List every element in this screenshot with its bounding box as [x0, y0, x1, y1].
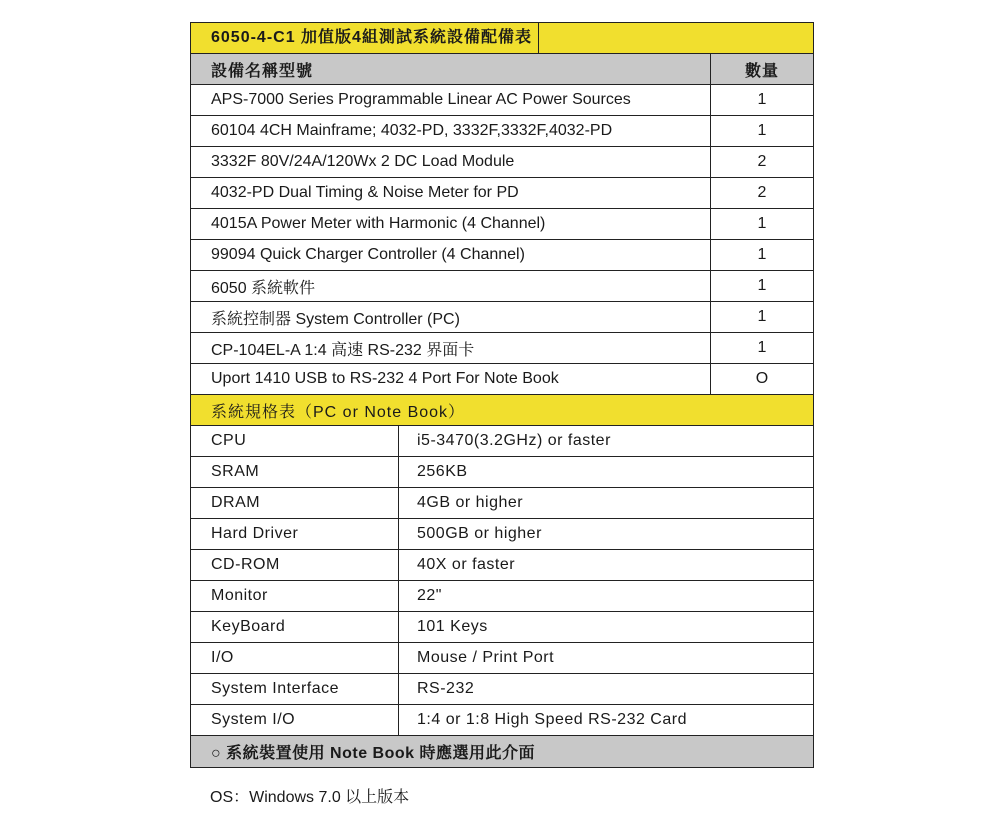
spec-label: CPU	[191, 426, 399, 456]
spec-label: System I/O	[191, 705, 399, 735]
spec-value: 500GB or higher	[417, 525, 542, 542]
spec-value: RS-232	[417, 680, 475, 697]
equipment-header-row	[191, 54, 813, 85]
equipment-name-header: 設備名稱型號	[191, 54, 711, 84]
table-row	[191, 147, 813, 178]
table-row	[191, 488, 813, 519]
spec-value: 40X or faster	[417, 556, 516, 573]
spec-value: 4GB or higher	[417, 494, 524, 511]
table-row	[191, 550, 813, 581]
spec-label: System Interface	[191, 674, 399, 704]
spec-label: I/O	[191, 643, 399, 673]
note-text: ○ 系統裝置使用 Note Book 時應選用此介面	[211, 745, 536, 762]
table-title: 6050-4-C1 加值版4組測試系統設備配備表	[191, 23, 539, 53]
equipment-name: Uport 1410 USB to RS-232 4 Port For Note Book	[191, 364, 711, 394]
table-row	[191, 705, 813, 736]
equipment-qty: 1	[757, 277, 767, 294]
spec-value: 1:4 or 1:8 High Speed RS-232 Card	[417, 711, 687, 728]
table-row	[191, 643, 813, 674]
equipment-name: 60104 4CH Mainframe; 4032-PD, 3332F,3332F,4032-PD	[191, 116, 711, 146]
equipment-qty: 1	[757, 246, 767, 263]
table-row	[191, 85, 813, 116]
table-row	[191, 674, 813, 705]
equipment-name: 系統控制器 System Controller (PC)	[191, 302, 711, 332]
equipment-name: 4032-PD Dual Timing & Noise Meter for PD	[191, 178, 711, 208]
equipment-name: 4015A Power Meter with Harmonic (4 Channel)	[191, 209, 711, 239]
equipment-name: 6050 系統軟件	[191, 271, 711, 301]
table-row	[191, 364, 813, 395]
spec-label: Monitor	[191, 581, 399, 611]
table-row	[191, 209, 813, 240]
spec-label: DRAM	[191, 488, 399, 518]
table-row	[191, 240, 813, 271]
table-title-row	[191, 23, 813, 54]
equipment-qty: 1	[757, 122, 767, 139]
table-row	[191, 457, 813, 488]
table-row	[191, 178, 813, 209]
table-row	[191, 581, 813, 612]
table-row	[191, 333, 813, 364]
table-row	[191, 302, 813, 333]
spec-header: 系統規格表（PC or Note Book）	[211, 403, 466, 421]
equipment-qty: 1	[757, 215, 767, 232]
table-row	[191, 271, 813, 302]
equipment-name: 3332F 80V/24A/120Wx 2 DC Load Module	[191, 147, 711, 177]
os-requirement: OS：Windows 7.0 以上版本	[210, 789, 410, 806]
equipment-qty: 1	[757, 339, 767, 356]
spec-value: 101 Keys	[417, 618, 488, 635]
spec-label: SRAM	[191, 457, 399, 487]
equipment-qty: 1	[757, 91, 767, 108]
equipment-spec-table	[190, 22, 814, 768]
spec-label: CD-ROM	[191, 550, 399, 580]
spec-value: 256KB	[417, 463, 468, 480]
table-row	[191, 519, 813, 550]
equipment-qty-header: 數量	[744, 62, 779, 80]
equipment-qty: 1	[757, 308, 767, 325]
equipment-name: CP-104EL-A 1:4 高速 RS-232 界面卡	[191, 333, 711, 363]
equipment-name: 99094 Quick Charger Controller (4 Channel)	[191, 240, 711, 270]
table-row	[191, 612, 813, 643]
equipment-qty: O	[755, 370, 769, 387]
equipment-qty: 2	[757, 184, 767, 201]
equipment-qty: 2	[757, 153, 767, 170]
spec-label: Hard Driver	[191, 519, 399, 549]
spec-header-row	[191, 395, 813, 426]
spec-value: 22"	[417, 587, 442, 604]
note-row	[191, 736, 813, 767]
spec-value: i5-3470(3.2GHz) or faster	[417, 432, 611, 449]
spec-value: Mouse / Print Port	[417, 649, 555, 666]
table-row	[191, 116, 813, 147]
equipment-name: APS-7000 Series Programmable Linear AC Power Sources	[191, 85, 711, 115]
table-row	[191, 426, 813, 457]
spec-label: KeyBoard	[191, 612, 399, 642]
